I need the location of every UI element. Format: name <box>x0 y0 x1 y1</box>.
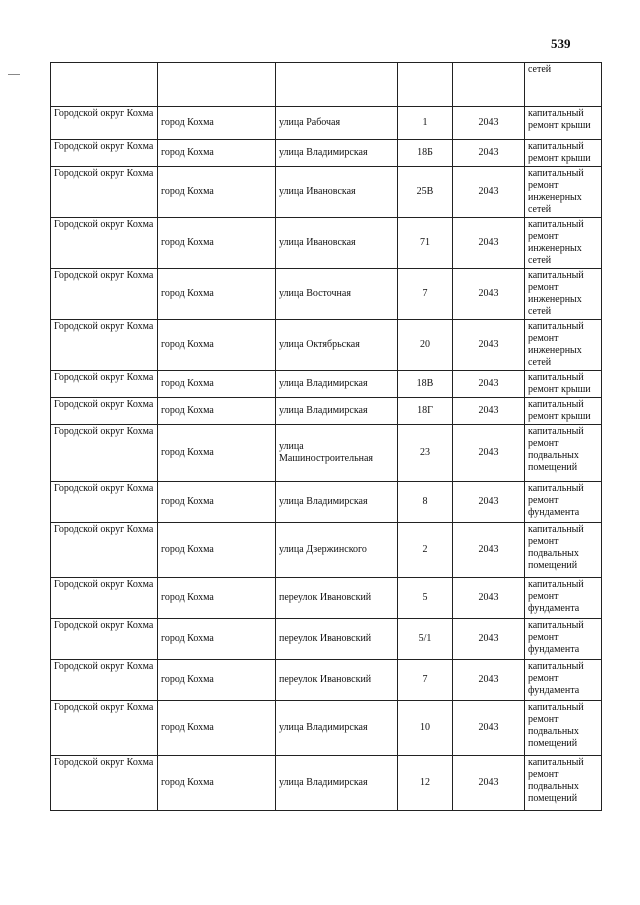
cell-house-number: 18Г <box>398 398 453 425</box>
cell-municipality: Городской округ Кохма <box>51 140 158 167</box>
cell-municipality: Городской округ Кохма <box>51 756 158 811</box>
cell-work-type: капитальный ремонт подвальных помещений <box>525 756 602 811</box>
table-row <box>51 218 602 269</box>
cell-work-type: капитальный ремонт крыши <box>525 398 602 425</box>
cell-street: улица Владимирская <box>276 701 398 756</box>
cell-settlement: город Кохма <box>158 269 276 320</box>
table-row <box>51 482 602 523</box>
cell-settlement: город Кохма <box>158 660 276 701</box>
cell-house-number: 23 <box>398 425 453 482</box>
cell-house-number: 5/1 <box>398 619 453 660</box>
continuation-cell-work: сетей <box>525 63 602 107</box>
cell-work-type: капитальный ремонт крыши <box>525 140 602 167</box>
cell-settlement: город Кохма <box>158 140 276 167</box>
table-row <box>51 578 602 619</box>
cell-year: 2043 <box>453 371 525 398</box>
cell-year: 2043 <box>453 482 525 523</box>
cell-work-type: капитальный ремонт инженерных сетей <box>525 269 602 320</box>
cell-street: улица Машиностроительная <box>276 425 398 482</box>
continuation-cell-year <box>453 63 525 107</box>
cell-work-type: капитальный ремонт крыши <box>525 107 602 140</box>
cell-municipality: Городской округ Кохма <box>51 701 158 756</box>
continuation-cell-street <box>276 63 398 107</box>
cell-year: 2043 <box>453 578 525 619</box>
cell-settlement: город Кохма <box>158 218 276 269</box>
cell-municipality: Городской округ Кохма <box>51 269 158 320</box>
cell-work-type: капитальный ремонт фундамента <box>525 482 602 523</box>
cell-municipality: Городской округ Кохма <box>51 578 158 619</box>
cell-settlement: город Кохма <box>158 167 276 218</box>
cell-municipality: Городской округ Кохма <box>51 371 158 398</box>
cell-house-number: 8 <box>398 482 453 523</box>
table-row <box>51 619 602 660</box>
cell-house-number: 71 <box>398 218 453 269</box>
table-row <box>51 269 602 320</box>
cell-street: улица Дзержинского <box>276 523 398 578</box>
cell-settlement: город Кохма <box>158 425 276 482</box>
cell-street: улица Рабочая <box>276 107 398 140</box>
cell-house-number: 18В <box>398 371 453 398</box>
cell-year: 2043 <box>453 167 525 218</box>
cell-settlement: город Кохма <box>158 320 276 371</box>
cell-work-type: капитальный ремонт подвальных помещений <box>525 425 602 482</box>
cell-house-number: 18Б <box>398 140 453 167</box>
table-row <box>51 756 602 811</box>
cell-year: 2043 <box>453 320 525 371</box>
cell-house-number: 1 <box>398 107 453 140</box>
cell-street: улица Владимирская <box>276 482 398 523</box>
cell-street: улица Владимирская <box>276 140 398 167</box>
cell-house-number: 25В <box>398 167 453 218</box>
cell-municipality: Городской округ Кохма <box>51 425 158 482</box>
cell-municipality: Городской округ Кохма <box>51 660 158 701</box>
cell-house-number: 12 <box>398 756 453 811</box>
cell-settlement: город Кохма <box>158 523 276 578</box>
cell-year: 2043 <box>453 218 525 269</box>
cell-work-type: капитальный ремонт подвальных помещений <box>525 701 602 756</box>
cell-work-type: капитальный ремонт инженерных сетей <box>525 320 602 371</box>
cell-street: улица Ивановская <box>276 167 398 218</box>
continuation-row <box>51 63 602 107</box>
cell-work-type: капитальный ремонт фундамента <box>525 578 602 619</box>
cell-municipality: Городской округ Кохма <box>51 398 158 425</box>
table-row <box>51 371 602 398</box>
cell-house-number: 2 <box>398 523 453 578</box>
cell-settlement: город Кохма <box>158 701 276 756</box>
continuation-cell-settlement <box>158 63 276 107</box>
page-number: 539 <box>551 36 571 51</box>
cell-year: 2043 <box>453 107 525 140</box>
cell-settlement: город Кохма <box>158 371 276 398</box>
table-row <box>51 398 602 425</box>
cell-settlement: город Кохма <box>158 756 276 811</box>
cell-year: 2043 <box>453 140 525 167</box>
scan-edge-mark <box>8 74 20 75</box>
cell-street: улица Октябрьская <box>276 320 398 371</box>
cell-street: улица Владимирская <box>276 398 398 425</box>
cell-street: улица Владимирская <box>276 371 398 398</box>
cell-year: 2043 <box>453 619 525 660</box>
cell-settlement: город Кохма <box>158 578 276 619</box>
repair-schedule-table <box>50 62 602 811</box>
cell-year: 2043 <box>453 398 525 425</box>
table-row <box>51 167 602 218</box>
cell-street: переулок Ивановский <box>276 578 398 619</box>
cell-year: 2043 <box>453 425 525 482</box>
cell-work-type: капитальный ремонт инженерных сетей <box>525 167 602 218</box>
cell-street: улица Владимирская <box>276 756 398 811</box>
cell-municipality: Городской округ Кохма <box>51 107 158 140</box>
cell-municipality: Городской округ Кохма <box>51 523 158 578</box>
cell-work-type: капитальный ремонт подвальных помещений <box>525 523 602 578</box>
cell-year: 2043 <box>453 660 525 701</box>
cell-work-type: капитальный ремонт фундамента <box>525 660 602 701</box>
cell-street: переулок Ивановский <box>276 660 398 701</box>
table-row <box>51 140 602 167</box>
cell-municipality: Городской округ Кохма <box>51 167 158 218</box>
cell-street: переулок Ивановский <box>276 619 398 660</box>
table-row <box>51 320 602 371</box>
cell-work-type: капитальный ремонт крыши <box>525 371 602 398</box>
cell-year: 2043 <box>453 701 525 756</box>
cell-work-type: капитальный ремонт фундамента <box>525 619 602 660</box>
cell-house-number: 5 <box>398 578 453 619</box>
cell-house-number: 7 <box>398 660 453 701</box>
cell-settlement: город Кохма <box>158 107 276 140</box>
table-row <box>51 523 602 578</box>
cell-year: 2043 <box>453 523 525 578</box>
cell-municipality: Городской округ Кохма <box>51 320 158 371</box>
table-body <box>51 63 602 811</box>
cell-house-number: 10 <box>398 701 453 756</box>
cell-street: улица Ивановская <box>276 218 398 269</box>
table-row <box>51 660 602 701</box>
cell-house-number: 20 <box>398 320 453 371</box>
cell-house-number: 7 <box>398 269 453 320</box>
table-row <box>51 701 602 756</box>
cell-municipality: Городской округ Кохма <box>51 619 158 660</box>
cell-year: 2043 <box>453 269 525 320</box>
cell-settlement: город Кохма <box>158 482 276 523</box>
cell-settlement: город Кохма <box>158 619 276 660</box>
table-row <box>51 425 602 482</box>
cell-municipality: Городской округ Кохма <box>51 482 158 523</box>
cell-street: улица Восточная <box>276 269 398 320</box>
cell-settlement: город Кохма <box>158 398 276 425</box>
continuation-cell-municipality <box>51 63 158 107</box>
cell-municipality: Городской округ Кохма <box>51 218 158 269</box>
continuation-cell-house <box>398 63 453 107</box>
table-row <box>51 107 602 140</box>
cell-year: 2043 <box>453 756 525 811</box>
cell-work-type: капитальный ремонт инженерных сетей <box>525 218 602 269</box>
